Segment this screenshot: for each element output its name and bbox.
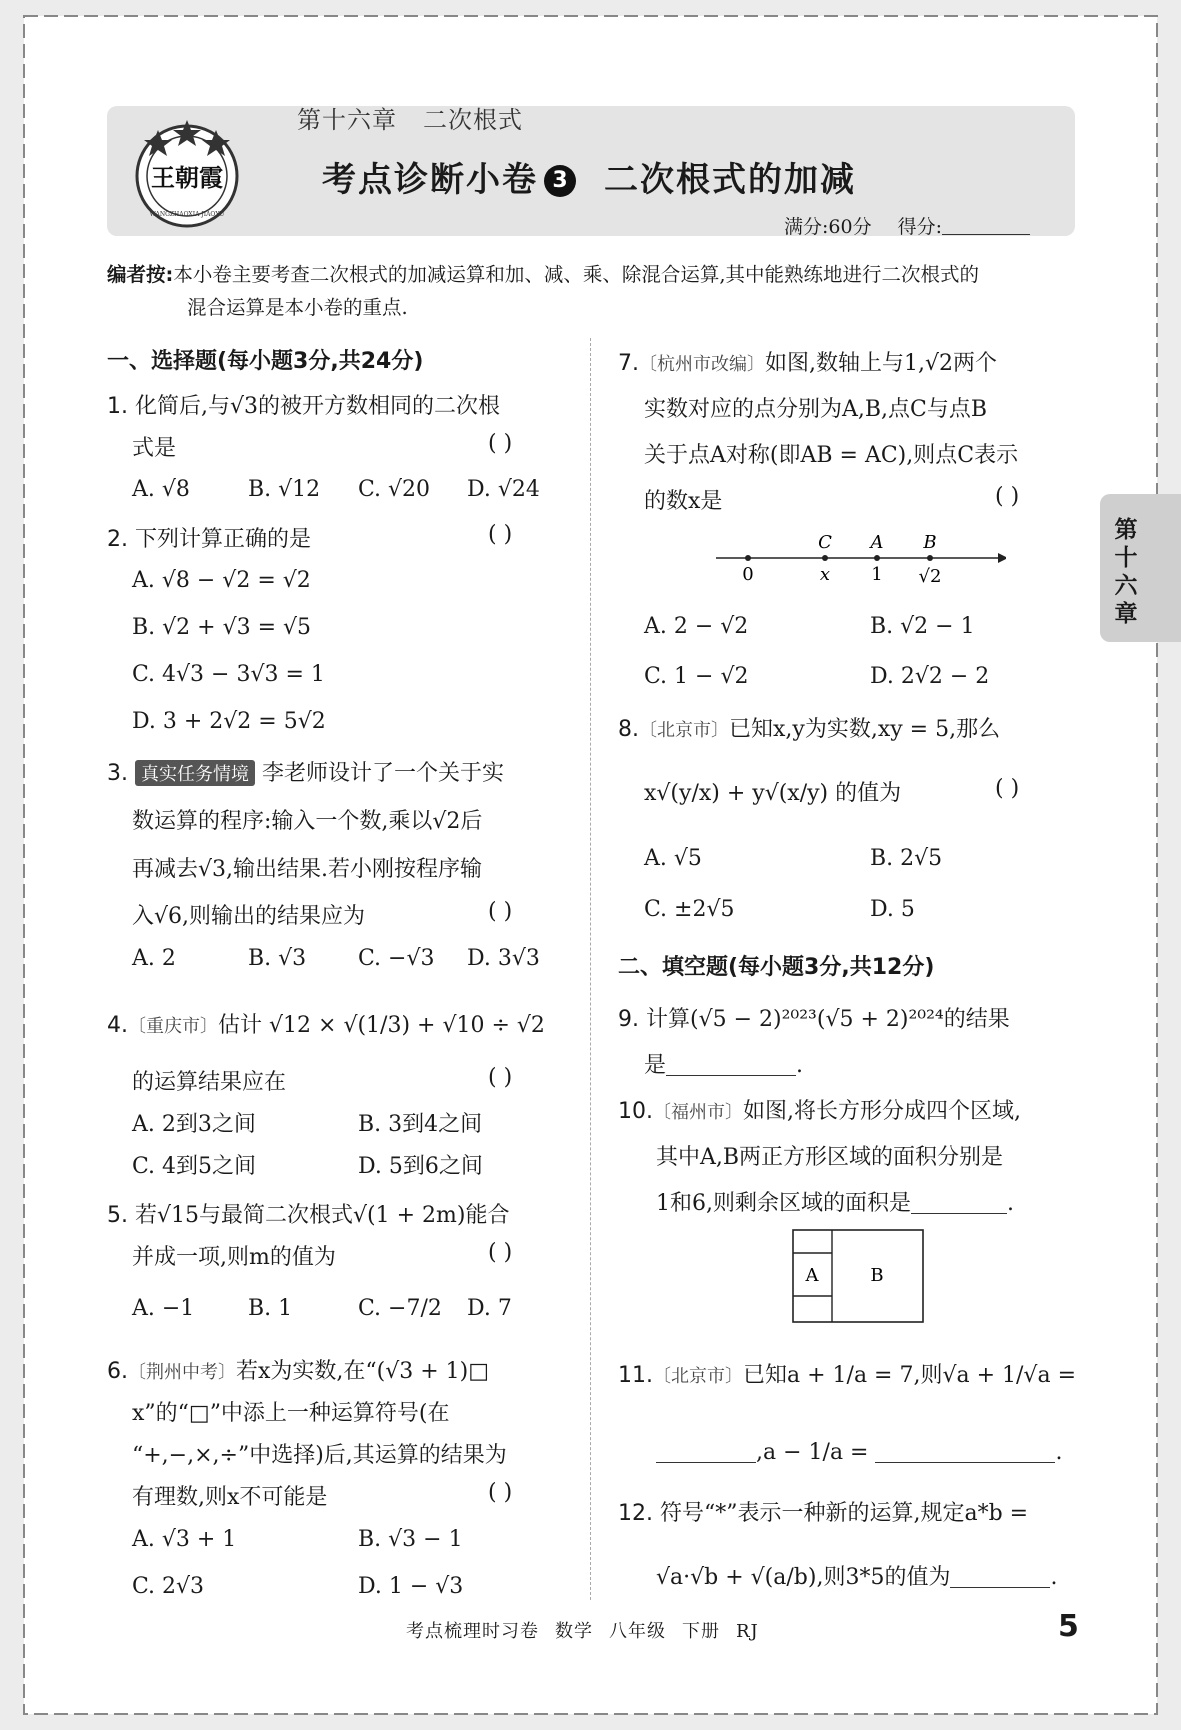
question-6-line3: “+,−,×,÷”中选择)后,其运算的结果为 (132, 1443, 507, 1468)
full-score: 满分:60分 (784, 216, 872, 238)
answer-paren[interactable]: ( ) (488, 522, 513, 547)
q2-option-b[interactable]: B. √2 + √3 = √5 (132, 615, 312, 640)
question-7-line3: 关于点A对称(即AB = AC),则点C表示 (644, 443, 1019, 468)
question-7: 7.〔杭州市改编〕如图,数轴上与1,√2两个 (618, 351, 997, 376)
tick-1: 1 (871, 564, 883, 585)
editor-note (107, 258, 1075, 324)
tick-0: 0 (742, 564, 754, 585)
point-0 (745, 555, 751, 561)
question-4-line2: 的运算结果应在 (132, 1070, 287, 1095)
footer-grade: 八年级 (609, 1621, 666, 1642)
q4-option-c[interactable]: C. 4到5之间 (132, 1154, 257, 1179)
question-8: 8.〔北京市〕已知x,y为实数,xy = 5,那么 (618, 717, 1001, 742)
q4-option-d[interactable]: D. 5到6之间 (358, 1154, 483, 1179)
rectangle-figure (792, 1228, 926, 1324)
question-3-line3: 再减去√3,输出结果.若小刚按程序输 (132, 857, 483, 882)
chapter-name: 二次根式 (423, 106, 523, 134)
q12-expression: √a·√b + √(a/b) (656, 1565, 817, 1590)
answer-paren[interactable]: ( ) (488, 1480, 513, 1505)
question-5: 5. 若√15与最简二次根式√(1 + 2m)能合 (107, 1203, 510, 1228)
source-tag: 〔重庆市〕 (128, 1016, 218, 1037)
q1-option-d[interactable]: D. √24 (467, 477, 540, 502)
answer-paren[interactable]: ( ) (995, 484, 1020, 509)
score-line (784, 212, 1030, 239)
question-1-line2: 式是 (132, 436, 177, 461)
question-3-line2: 数运算的程序:输入一个数,乘以√2后 (132, 809, 483, 834)
label-c: C (818, 532, 832, 553)
q7-option-b[interactable]: B. √2 − 1 (870, 614, 975, 639)
answer-paren[interactable]: ( ) (488, 1240, 513, 1265)
answer-paren[interactable]: ( ) (995, 776, 1020, 801)
answer-paren[interactable]: ( ) (488, 431, 513, 456)
column-divider (590, 338, 591, 1600)
number-line-figure (706, 528, 1006, 594)
q3-option-b[interactable]: B. √3 (248, 946, 307, 971)
footer (406, 1617, 775, 1643)
title-number: 3 (544, 165, 576, 197)
source-tag: 〔北京市〕 (653, 1366, 743, 1387)
question-6-line4: 有理数,则x不可能是 (132, 1485, 328, 1510)
source-tag: 〔北京市〕 (639, 720, 729, 741)
axis-arrow-icon (998, 553, 1006, 563)
q7-option-d[interactable]: D. 2√2 − 2 (870, 664, 990, 689)
point-c (822, 555, 828, 561)
question-10-line3: 1和6,则剩余区域的面积是 . (656, 1191, 1014, 1216)
score-label: 得分: (897, 216, 943, 238)
q4-option-a[interactable]: A. 2到3之间 (132, 1112, 256, 1137)
label-a: A (870, 532, 884, 553)
label-b: B (923, 532, 937, 553)
answer-blank[interactable] (666, 1055, 796, 1076)
chapter-heading (297, 100, 523, 135)
q5-option-a[interactable]: A. −1 (132, 1296, 195, 1321)
q6-option-b[interactable]: B. √3 − 1 (358, 1527, 463, 1552)
q5-option-b[interactable]: B. 1 (248, 1296, 293, 1321)
question-12: 12. 符号“*”表示一种新的运算,规定a*b = (618, 1501, 1029, 1526)
title-prefix: 考点诊断小卷 (322, 160, 538, 200)
score-blank[interactable] (942, 216, 1030, 235)
q2-option-c[interactable]: C. 4√3 − 3√3 = 1 (132, 662, 325, 687)
question-3-line4: 入√6,则输出的结果应为 (132, 904, 366, 929)
chapter-number: 第十六章 (297, 106, 397, 134)
point-b (927, 555, 933, 561)
question-6-line2: x”的“□”中添上一种运算符号(在 (132, 1401, 450, 1426)
question-8-line2: x√(y/x) + y√(x/y) 的值为 (644, 781, 902, 806)
section-2-title: 二、填空题(每小题3分,共12分) (618, 955, 935, 980)
question-7-line2: 实数对应的点分别为A,B,点C与点B (644, 397, 988, 422)
page-number: 5 (1058, 1609, 1079, 1644)
source-tag: 〔福州市〕 (653, 1102, 743, 1123)
answer-paren[interactable]: ( ) (488, 1065, 513, 1090)
question-6: 6.〔荆州中考〕若x为实数,在“(√3 + 1)□ (107, 1359, 490, 1384)
q6-option-a[interactable]: A. √3 + 1 (132, 1527, 237, 1552)
q5-option-d[interactable]: D. 7 (467, 1296, 512, 1321)
q1-option-c[interactable]: C. √20 (358, 477, 431, 502)
editor-note-text-2: 混合运算是本小卷的重点. (187, 296, 408, 319)
question-11: 11.〔北京市〕已知a + 1/a = 7,则√a + 1/√a = (618, 1363, 1076, 1388)
q6-option-d[interactable]: D. 1 − √3 (358, 1574, 464, 1599)
q1-option-a[interactable]: A. √8 (132, 477, 190, 502)
question-7-line4: 的数x是 (644, 489, 723, 514)
publisher-logo (128, 112, 246, 230)
source-tag: 〔杭州市改编〕 (639, 354, 765, 375)
real-task-badge: 真实任务情境 (135, 760, 255, 786)
answer-blank[interactable] (656, 1442, 756, 1463)
question-2: 2. 下列计算正确的是 (107, 527, 312, 552)
answer-paren[interactable]: ( ) (488, 899, 513, 924)
tick-sqrt2: √2 (918, 566, 942, 587)
region-a-label: A (805, 1265, 819, 1286)
footer-subject: 数学 (555, 1621, 593, 1642)
question-11-line2: ,a − 1/a = . (656, 1440, 1062, 1465)
editor-note-text: 本小卷主要考查二次根式的加减运算和加、减、乘、除混合运算,其中能熟练地进行二次根式的 (173, 263, 980, 286)
answer-blank[interactable] (911, 1193, 1007, 1214)
q7-option-c[interactable]: C. 1 − √2 (644, 664, 749, 689)
section-1-title: 一、选择题(每小题3分,共24分) (107, 349, 424, 374)
q5-option-c[interactable]: C. −7/2 (358, 1296, 442, 1321)
logo-ring-text: WANGZHAOXIA JIAOYU (149, 211, 225, 218)
footer-book: 考点梳理时习卷 (406, 1621, 539, 1642)
q4-option-b[interactable]: B. 3到4之间 (358, 1112, 483, 1137)
q6-option-c[interactable]: C. 2√3 (132, 1574, 205, 1599)
q8-option-b[interactable]: B. 2√5 (870, 846, 943, 871)
source-tag: 〔荆州中考〕 (128, 1362, 236, 1383)
question-10: 10.〔福州市〕如图,将长方形分成四个区域, (618, 1099, 1021, 1124)
region-b-label: B (870, 1265, 884, 1286)
title-topic: 二次根式的加减 (604, 160, 856, 200)
tick-x: x (819, 564, 831, 585)
question-4: 4.〔重庆市〕估计 √12 × √(1/3) + √10 ÷ √2 (107, 1013, 545, 1038)
point-a (874, 555, 880, 561)
q3-option-a[interactable]: A. 2 (132, 946, 176, 971)
q3-option-c[interactable]: C. −√3 (358, 946, 435, 971)
chapter-side-tab-label: 第十六章 (1114, 517, 1138, 627)
question-3: 3. 真实任务情境 李老师设计了一个关于实 (107, 761, 505, 786)
q4-expression: √12 × √(1/3) + √10 ÷ √2 (269, 1013, 545, 1038)
paper-title (322, 152, 856, 201)
footer-edition: RJ (736, 1621, 759, 1642)
question-9-line2: 是 . (644, 1053, 804, 1078)
q8-option-c[interactable]: C. ±2√5 (644, 897, 735, 922)
q8-option-d[interactable]: D. 5 (870, 897, 915, 922)
q2-option-a[interactable]: A. √8 − √2 = √2 (132, 568, 311, 593)
q7-option-a[interactable]: A. 2 − √2 (644, 614, 749, 639)
q8-expression: x√(y/x) + y√(x/y) (644, 781, 829, 806)
question-1: 1. 化简后,与√3的被开方数相同的二次根 (107, 394, 501, 419)
q8-option-a[interactable]: A. √5 (644, 846, 702, 871)
q2-option-d[interactable]: D. 3 + 2√2 = 5√2 (132, 709, 326, 734)
editor-note-label: 编者按: (107, 263, 174, 286)
q3-option-d[interactable]: D. 3√3 (467, 946, 540, 971)
q1-option-b[interactable]: B. √12 (248, 477, 321, 502)
question-5-line2: 并成一项,则m的值为 (132, 1245, 336, 1270)
footer-volume: 下册 (682, 1621, 720, 1642)
question-9: 9. 计算(√5 − 2)²⁰²³(√5 + 2)²⁰²⁴的结果 (618, 1007, 1010, 1032)
question-12-line2: √a·√b + √(a/b),则3*5的值为 . (656, 1565, 1058, 1590)
logo-text: 王朝霞 (151, 163, 223, 192)
question-10-line2: 其中A,B两正方形区域的面积分别是 (656, 1145, 1004, 1170)
answer-blank[interactable] (950, 1567, 1050, 1588)
answer-blank[interactable] (875, 1442, 1055, 1463)
